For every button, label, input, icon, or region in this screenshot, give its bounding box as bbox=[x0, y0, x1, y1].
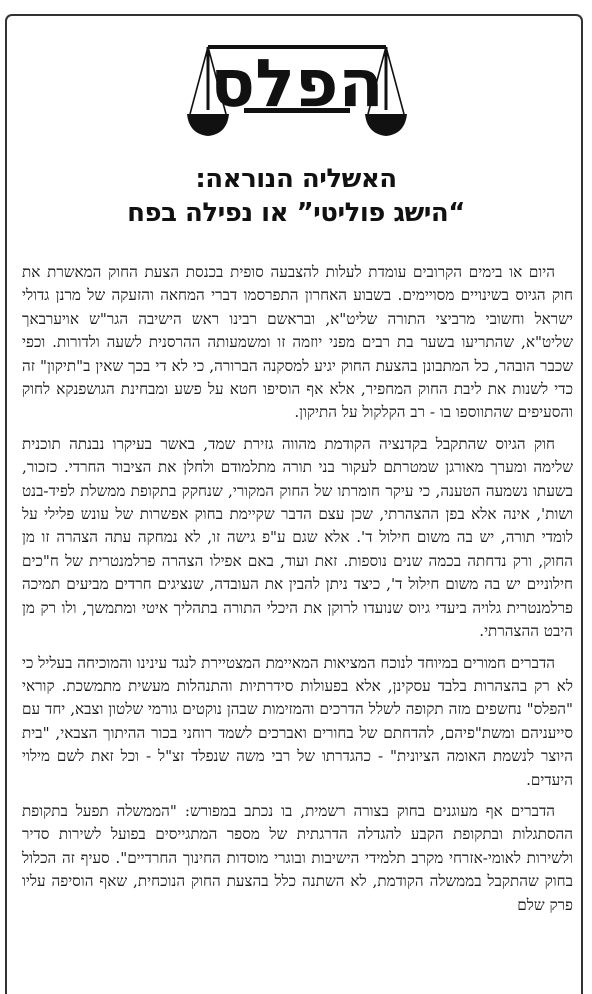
scales-of-justice-icon bbox=[186, 28, 408, 144]
headline-line-1: האשליה הנוראה: bbox=[195, 164, 397, 194]
article-paragraph-1: היום או בימים הקרובים עומדת לעלות להצבעה סופית בכנסת הצעת החוק המאשרת את חוק הגיוס בשינויים מסויימים. בשבוע האחרון התפרסמו דברי המחאה והזעקה של מרנן גדולי ישראל וחשובי מרביצי התורה שליט"א, ובראשם רבינו ראש הישיבה הגר"ש אויערבאך שליט"א, שהתריעו בשער בת רבים מפני יוזמה זו ומשמעותה ההרסנית לשעה ולדורות. וכפי שכבר הובהר, כל המתבונן בהצעת החוק יגיע למסקנה הברורה, כי לא די בכך שאין ב"תיקון" זה כדי לשנות את ליבת החוק המחפיר, אלא אף הוסיפו חטא על פשע ומבחינת הגושפנקא לחוק והסעיפים שהתווספו בו - רב הקלקול על התיקון. bbox=[22, 263, 573, 422]
article-body bbox=[22, 261, 573, 925]
masthead-title: הפלס bbox=[210, 45, 384, 122]
headline bbox=[0, 162, 592, 230]
headline-line-2: “הישג פוליטי” או נפילה בפח bbox=[127, 198, 465, 228]
article-paragraph-2: חוק הגיוס שהתקבל בקדנציה הקודמת מהווה גזירת שמד, באשר בעיקרו נבנתה תוכנית שלימה ומערך מאורגן שמטרתם לעקור בני תורה מתלמודם ולחלן את הציבור החרדי. כזכור, בשעתו נשמעה הטענה, כי עיקר חומרתו של החוק המקורי, שנחקק בתקופת ממשלת לפיד-בנט ושות', אינה אלא בפן ההצהרתי, שכן עצם הדבר שקיימת בחוק אפשרות של עונש פלילי על לומדי תורה, יש בה משום חילול ד'. אלא שגם ע"פ גישה זו, לא נמחקה עתה הצהרה זו מן החוק, ורק נדחתה בכמה שנים נוספות. זאת ועוד, באם אפילו הצהרה פרלמנטרית של ח"כים חילוניים יש בה משום חילול ד', כיצד ניתן להבין את העובדה, שנציגים חרדים מביעים תמיכה פרלמנטרית גלויה ביעדי גיוס שנועדו לרוקן את היכלי התורה בתהליך איטי ומתמשך, ולו רק מן היבט ההצהרתי. bbox=[22, 434, 573, 641]
hapeles-logo bbox=[186, 28, 408, 144]
article-paragraph-3: הדברים חמורים במיוחד לנוכח המציאות המאיימת המצטיירת לנגד עינינו והמוכיחה בעליל כי לא רק בהצהרות בלבד עסקינן, אלא בפעולות סידרתיות והתנהלות מעשית מתמשכת. קוראי "הפלס" נחשפים מזה תקופה לשלל הדרכים והמזימות שבהן נוקטים גורמי שלטון וצבא, יחד עם סייעניהם ומשת"פיהם, להדחתם של בחורים ואברכים לשמד רוחני בכור ההיתוך הצבאי, "בית היוצר לנשמת האומה הציונית" - כהגדרתו של רבי משה שנפלד זצ"ל - וכל זאת לשם מילוי היעדים. bbox=[22, 653, 573, 789]
article-paragraph-4: הדברים אף מעוגנים בחוק בצורה רשמית, בו נכתב במפורש: "הממשלה תפעל בתקופת ההסתגלות ובתקופת הקבע להגדלה הדרגתית של מספר המתגייסים בפועל לשירות סדיר ולשירות לאומי-אזרחי מקרב תלמידי הישיבות ובוגרי מוסדות החינוך החרדיים". סעיף זה הכלול בחוק שהתקבל בממשלה הקודמת, לא השתנה כלל בהצעת החוק הנוכחית, שאף הוסיפה עליו פרק שלם bbox=[22, 801, 573, 914]
